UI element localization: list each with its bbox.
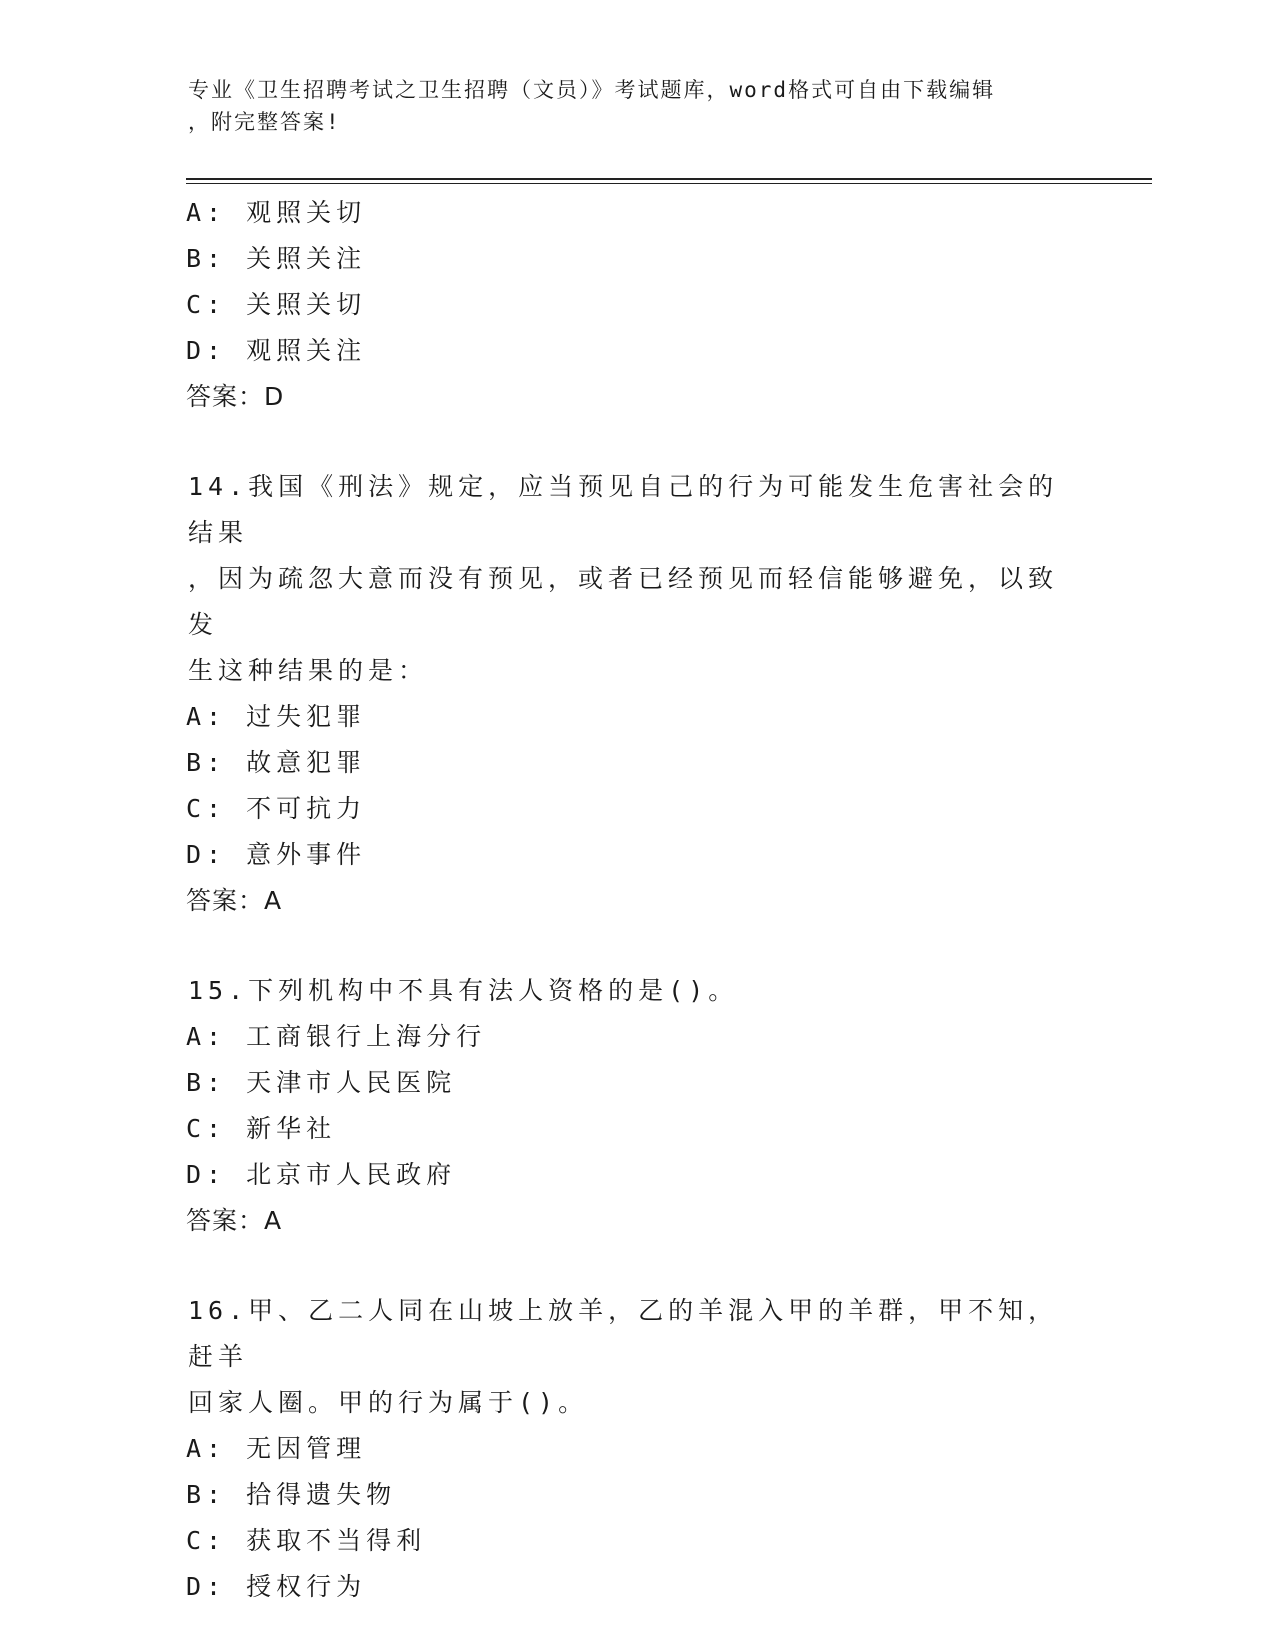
question-text-line: 15.下列机构中不具有法人资格的是()。	[188, 976, 739, 1005]
spacer	[186, 924, 1086, 968]
question-text-line: 16.甲、乙二人同在山坡上放羊，乙的羊混入甲的羊群，甲不知，赶羊	[188, 1296, 1059, 1371]
option-d: D: 观照关注	[186, 336, 367, 365]
question-14	[186, 464, 1086, 924]
header-line-1: 专业《卫生招聘考试之卫生招聘（文员）》考试题库，word格式可自由下载编辑	[188, 78, 996, 102]
option-b: B: 拾得遗失物	[186, 1480, 397, 1509]
option-b: B: 天津市人民医院	[186, 1068, 457, 1097]
option-d: D: 意外事件	[186, 840, 367, 869]
option-c: C: 关照关切	[186, 290, 367, 319]
answer-label: 答案：D	[186, 382, 285, 411]
option-c: C: 新华社	[186, 1114, 337, 1143]
spacer	[186, 1244, 1086, 1288]
header-divider-thin	[186, 183, 1152, 184]
document-header	[188, 74, 1068, 138]
answer-label: 答案：A	[186, 886, 283, 915]
option-b: B: 关照关注	[186, 244, 367, 273]
option-a: A: 过失犯罪	[186, 702, 367, 731]
option-b: B: 故意犯罪	[186, 748, 367, 777]
option-c: C: 不可抗力	[186, 794, 367, 823]
answer-label: 答案：A	[186, 1206, 283, 1235]
question-16	[186, 1288, 1086, 1610]
header-line-2: ，附完整答案!	[188, 110, 341, 134]
option-c: C: 获取不当得利	[186, 1526, 427, 1555]
option-a: A: 无因管理	[186, 1434, 367, 1463]
question-15	[186, 968, 1086, 1244]
option-d: D: 北京市人民政府	[186, 1160, 457, 1189]
question-text-line: 14.我国《刑法》规定，应当预见自己的行为可能发生危害社会的结果	[188, 472, 1059, 547]
question-13	[186, 190, 1086, 420]
option-a: A: 观照关切	[186, 198, 367, 227]
question-list	[186, 190, 1086, 1610]
question-text-line: 生这种结果的是：	[188, 656, 429, 685]
option-a: A: 工商银行上海分行	[186, 1022, 487, 1051]
question-text-line: 回家人圈。甲的行为属于()。	[188, 1388, 589, 1417]
question-text-line: ，因为疏忽大意而没有预见，或者已经预见而轻信能够避免，以致发	[188, 564, 1059, 639]
header-divider-thick	[186, 178, 1152, 180]
option-d: D: 授权行为	[186, 1572, 367, 1601]
spacer	[186, 420, 1086, 464]
